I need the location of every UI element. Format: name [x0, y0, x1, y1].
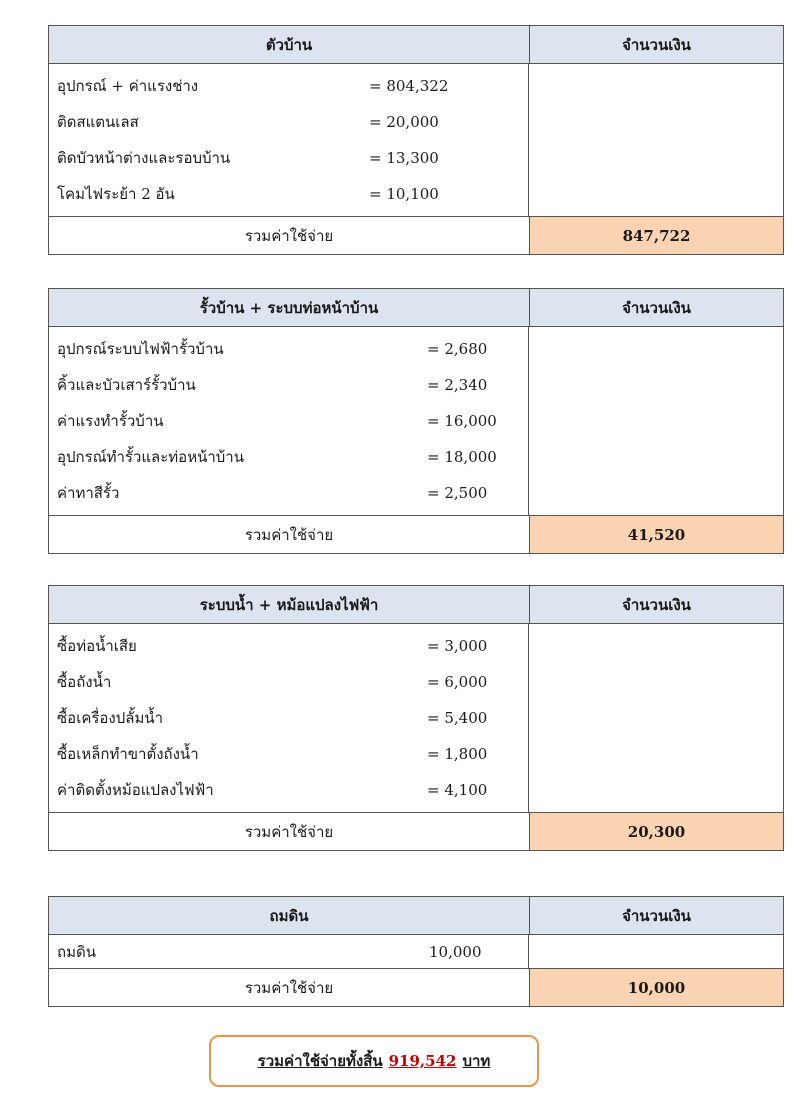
item-list — [49, 624, 529, 812]
total-label: รวมค่าใช้จ่าย — [49, 516, 530, 553]
item-value: = 3,000 — [427, 637, 488, 655]
amount-column — [529, 935, 783, 968]
list-item — [49, 700, 528, 736]
item-value: = 13,300 — [369, 149, 439, 167]
list-item — [49, 331, 528, 367]
category-header: รั้วบ้าน + ระบบท่อหน้าบ้าน — [49, 289, 530, 326]
item-label: ซื้อท่อน้ำเสีย — [57, 637, 137, 655]
item-label: ซื้อถังน้ำ — [57, 673, 112, 691]
item-value: 10,000 — [429, 942, 482, 961]
grand-total-value: 919,542 — [388, 1052, 457, 1070]
section-header — [49, 26, 783, 64]
item-value: = 20,000 — [369, 113, 439, 131]
section-landfill — [48, 896, 784, 1007]
item-list — [49, 327, 529, 515]
item-value: = 5,400 — [427, 709, 488, 727]
category-header: ถมดิน — [49, 897, 530, 934]
item-label: ถมดิน — [57, 942, 96, 961]
list-item — [49, 104, 528, 140]
list-item — [49, 68, 528, 104]
section-body — [49, 327, 783, 516]
amount-header: จำนวนเงิน — [622, 906, 691, 925]
list-item — [49, 664, 528, 700]
item-value: = 4,100 — [427, 781, 488, 799]
item-value: = 2,500 — [427, 484, 488, 502]
grand-total-box — [209, 1035, 539, 1087]
amount-header: จำนวนเงิน — [622, 35, 691, 54]
amount-column — [529, 624, 783, 812]
item-label: ค่าทาสีรั้ว — [57, 484, 120, 502]
item-value: = 6,000 — [427, 673, 488, 691]
amount-header: จำนวนเงิน — [622, 595, 691, 614]
amount-header: จำนวนเงิน — [622, 298, 691, 317]
total-row — [49, 969, 783, 1006]
item-label: คิ้วและบัวเสาร์รั้วบ้าน — [57, 376, 196, 394]
total-value: 20,300 — [530, 813, 783, 850]
list-item — [49, 140, 528, 176]
item-label: ติดสแตนเลส — [57, 113, 139, 131]
total-value: 41,520 — [530, 516, 783, 553]
item-label: อุปกรณ์ระบบไฟฟ้ารั้วบ้าน — [57, 340, 224, 358]
item-label: ค่าติดตั้งหม้อแปลงไฟฟ้า — [57, 781, 214, 799]
item-value: = 804,322 — [369, 77, 449, 95]
list-item — [49, 935, 528, 968]
section-header — [49, 586, 783, 624]
item-value: = 2,340 — [427, 376, 488, 394]
grand-total-unit: บาท — [462, 1052, 491, 1070]
total-row — [49, 516, 783, 553]
item-value: = 18,000 — [427, 448, 497, 466]
list-item — [49, 367, 528, 403]
item-label: ติดบัวหน้าต่างและรอบบ้าน — [57, 149, 231, 167]
total-label: รวมค่าใช้จ่าย — [49, 217, 530, 254]
amount-column — [529, 64, 783, 216]
item-value: = 2,680 — [427, 340, 488, 358]
section-header — [49, 289, 783, 327]
section-water — [48, 585, 784, 851]
amount-column — [529, 327, 783, 515]
item-label: ซื้อเหล็กทำขาตั้งถังน้ำ — [57, 745, 199, 763]
section-body — [49, 935, 783, 969]
category-header: ระบบน้ำ + หม้อแปลงไฟฟ้า — [49, 586, 530, 623]
item-list — [49, 64, 529, 216]
section-body — [49, 624, 783, 813]
item-label: ซื้อเครื่องปลั้มน้ำ — [57, 709, 164, 727]
list-item — [49, 772, 528, 808]
item-label: อุปกรณ์ + ค่าแรงช่าง — [57, 77, 199, 95]
list-item — [49, 628, 528, 664]
grand-total-label: รวมค่าใช้จ่ายทั้งสิ้น — [257, 1052, 383, 1070]
item-label: อุปกรณ์ทำรั้วและท่อหน้าบ้าน — [57, 448, 244, 466]
category-header: ตัวบ้าน — [49, 26, 530, 63]
section-body — [49, 64, 783, 217]
list-item — [49, 176, 528, 212]
section-house — [48, 25, 784, 255]
list-item — [49, 736, 528, 772]
item-label: โคมไฟระย้า 2 อัน — [57, 185, 175, 203]
list-item — [49, 475, 528, 511]
total-row — [49, 217, 783, 254]
list-item — [49, 403, 528, 439]
total-label: รวมค่าใช้จ่าย — [49, 969, 530, 1006]
total-label: รวมค่าใช้จ่าย — [49, 813, 530, 850]
item-value: = 1,800 — [427, 745, 488, 763]
section-header — [49, 897, 783, 935]
section-fence — [48, 288, 784, 554]
total-value: 10,000 — [530, 969, 783, 1006]
item-value: = 16,000 — [427, 412, 497, 430]
item-value: = 10,100 — [369, 185, 439, 203]
item-list — [49, 935, 529, 968]
total-row — [49, 813, 783, 850]
list-item — [49, 439, 528, 475]
total-value: 847,722 — [530, 217, 783, 254]
item-label: ค่าแรงทำรั้วบ้าน — [57, 412, 164, 430]
